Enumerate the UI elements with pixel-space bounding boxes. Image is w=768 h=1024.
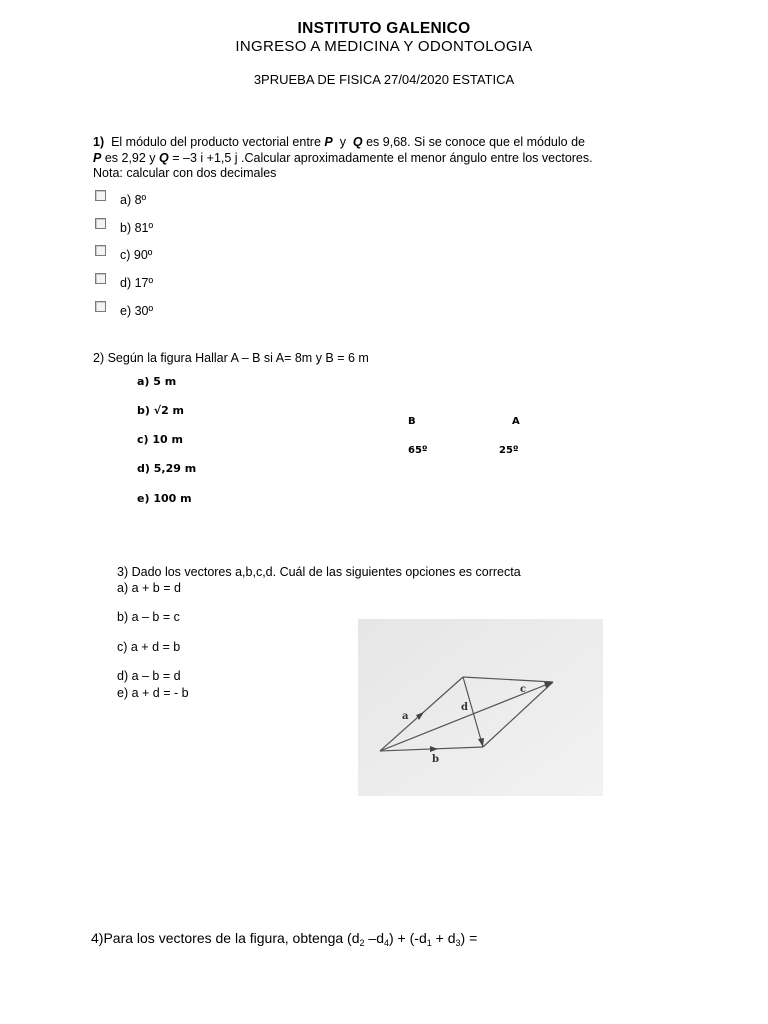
question-2: 2) Según la figura Hallar A – B si A= 8m y B = 6 m xyxy=(93,351,369,365)
checkbox[interactable] xyxy=(95,273,106,284)
label-c: c xyxy=(520,684,527,695)
institute-title: INSTITUTO GALENICO xyxy=(297,20,471,37)
subscript: 4 xyxy=(383,938,389,948)
q3-option-b[interactable]: b) a – b = c xyxy=(117,610,180,624)
question-1-text: El módulo del producto vectorial entre xyxy=(111,135,325,149)
question-1-line-2 xyxy=(93,151,593,167)
checkbox[interactable] xyxy=(95,190,106,201)
vector-diagram xyxy=(358,619,603,796)
exam-title: 3PRUEBA DE FISICA 27/04/2020 ESTATICA xyxy=(253,72,515,87)
label-b: b xyxy=(432,754,439,765)
q1-option-c[interactable] xyxy=(95,248,152,262)
vector-p: P xyxy=(324,135,333,149)
question-1 xyxy=(93,135,593,182)
option-label: b) 81º xyxy=(120,221,154,235)
question-4 xyxy=(91,930,477,948)
checkbox[interactable] xyxy=(95,245,106,256)
q3-option-d[interactable]: d) a – b = d xyxy=(117,669,181,683)
question-1-number: 1) xyxy=(93,135,105,149)
q4-text: ) = xyxy=(460,930,478,946)
q3-option-a[interactable]: a) a + b = d xyxy=(117,581,181,595)
option-label: d) 17º xyxy=(120,276,154,290)
subscript: 1 xyxy=(426,938,432,948)
question-1-text-cont: es 9,68. Si se conoce que el módulo de xyxy=(362,135,585,149)
q4-text: –d xyxy=(364,930,384,946)
vector-figure-photo xyxy=(358,619,603,796)
q2-option-a[interactable]: a) 5 m xyxy=(137,375,177,388)
question-1-text-2: es 2,92 y xyxy=(101,150,160,165)
checkbox[interactable] xyxy=(95,301,106,312)
q2-option-c[interactable]: c) 10 m xyxy=(137,433,183,446)
label-d: d xyxy=(461,702,468,713)
option-label: e) 30º xyxy=(120,304,154,318)
subscript: 2 xyxy=(359,938,365,948)
q4-text: + d xyxy=(431,930,456,946)
course-title: INGRESO A MEDICINA Y ODONTOLOGIA xyxy=(235,38,533,55)
q2-option-e[interactable]: e) 100 m xyxy=(137,492,192,505)
figure-angle-b: 65º xyxy=(408,445,428,456)
question-1-note: Nota: calcular con dos decimales xyxy=(93,166,277,180)
label-a: a xyxy=(402,711,409,722)
option-label: c) 90º xyxy=(120,248,153,262)
question-3: 3) Dado los vectores a,b,c,d. Cuál de las siguientes opciones es correcta xyxy=(117,565,521,579)
q3-option-e[interactable]: e) a + d = - b xyxy=(117,686,189,700)
option-label: a) 8º xyxy=(120,193,147,207)
q4-text: ) + (-d xyxy=(389,930,427,946)
question-1-text-3: = –3 i +1,5 j .Calcular aproximadamente el menor ángulo entre los vectores. xyxy=(168,150,593,165)
vector-p: P xyxy=(93,150,102,165)
question-1-line-1 xyxy=(93,135,593,151)
figure-label-b: B xyxy=(408,416,416,427)
q1-option-e[interactable] xyxy=(95,304,153,318)
q1-option-d[interactable] xyxy=(95,276,153,290)
q4-text: 4)Para los vectores de la figura, obtenga (d xyxy=(91,930,360,946)
checkbox[interactable] xyxy=(95,218,106,229)
q1-option-a[interactable] xyxy=(95,193,146,207)
q2-option-b[interactable]: b) √2 m xyxy=(137,404,185,417)
figure-label-a: A xyxy=(512,416,520,427)
q3-option-c[interactable]: c) a + d = b xyxy=(117,640,181,654)
q2-option-d[interactable]: d) 5,29 m xyxy=(137,462,197,475)
figure-angle-a: 25º xyxy=(499,445,519,456)
conjunction: y xyxy=(339,135,346,149)
q1-option-b[interactable] xyxy=(95,221,153,235)
vector-q: Q xyxy=(352,135,363,149)
vector-q: Q xyxy=(159,150,169,165)
subscript: 3 xyxy=(455,938,461,948)
